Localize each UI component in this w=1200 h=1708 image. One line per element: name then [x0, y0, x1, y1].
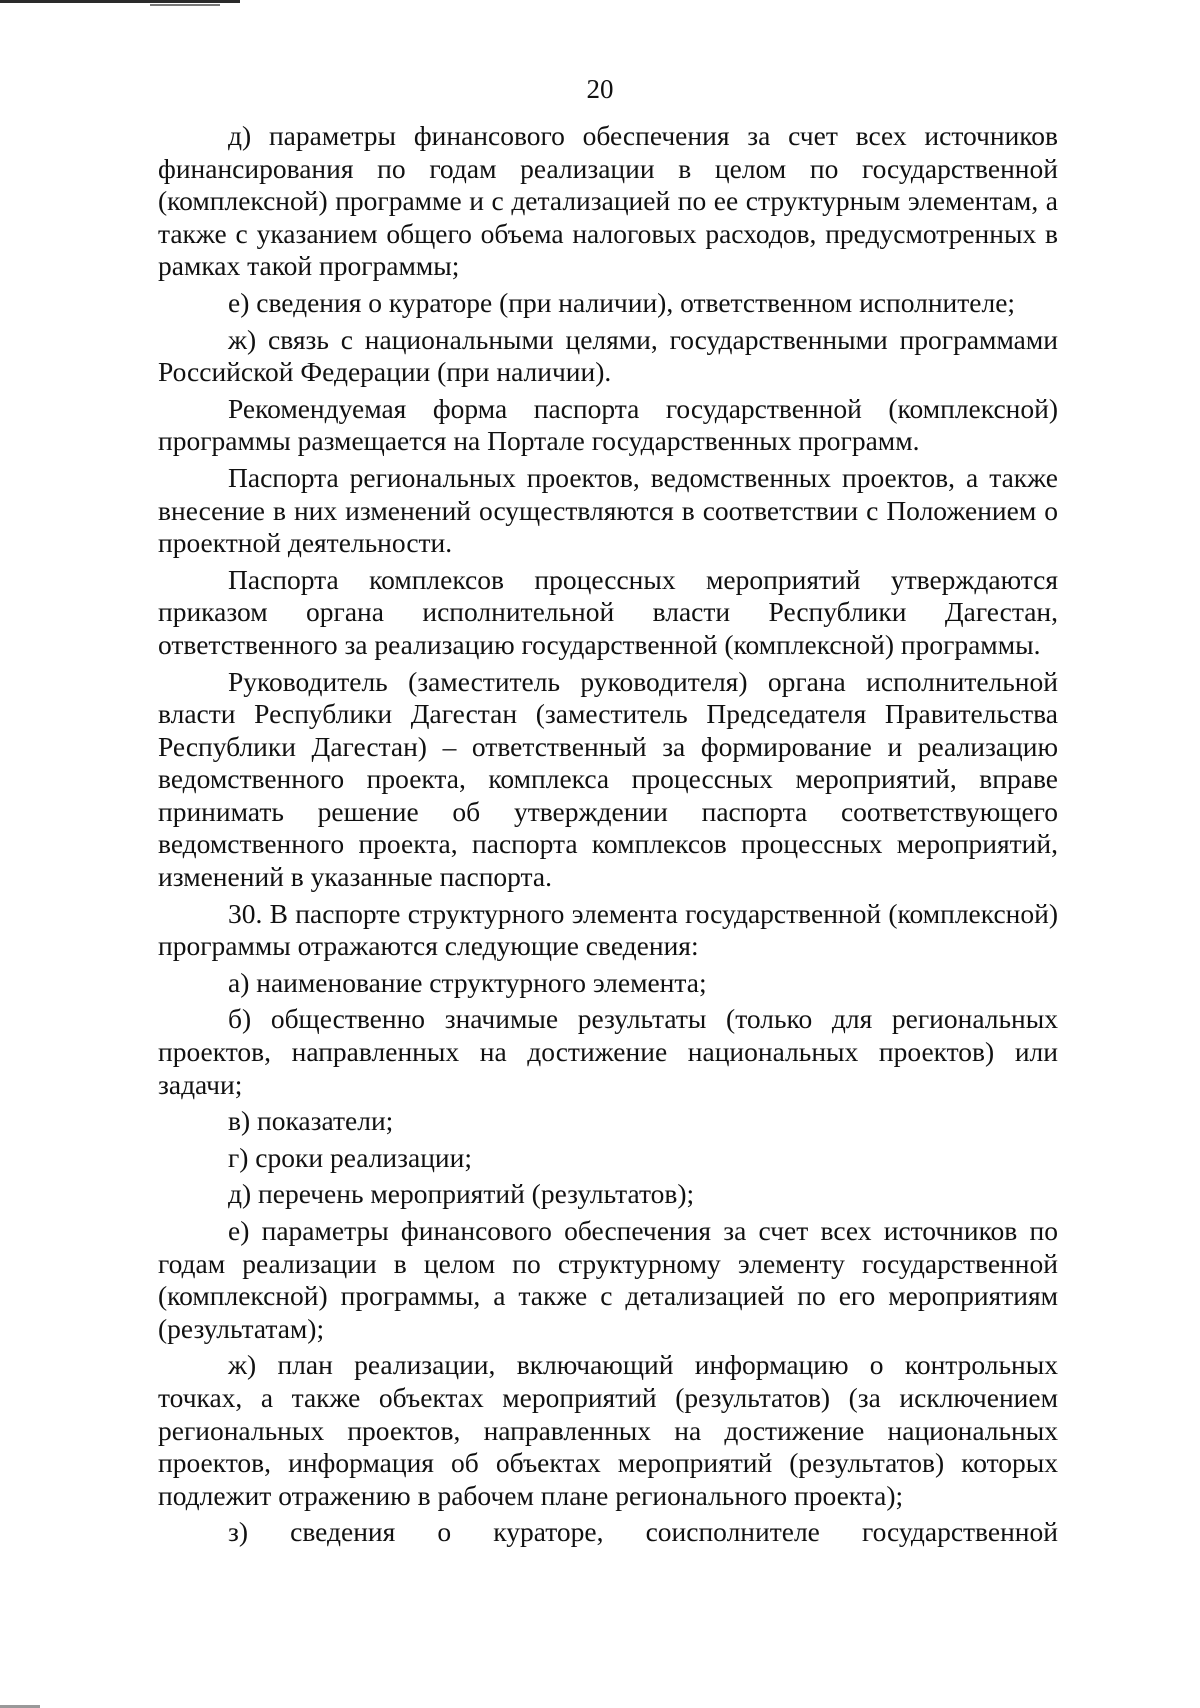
page-number: 20 [586, 74, 614, 104]
scan-edge-mark [150, 4, 220, 6]
paragraph: Рекомендуемая форма паспорта государственной (комплексной) программы размещается на Портале государственных программ. [158, 392, 1058, 457]
paragraph: а) наименование структурного элемента; [228, 966, 707, 998]
paragraph: Паспорта региональных проектов, ведомственных проектов, а также внесение в них изменений осуществляются в соответствии с Положением о проектной деятельности. [158, 461, 1058, 559]
paragraph: в) показатели; [228, 1105, 394, 1137]
paragraph: 30. В паспорте структурного элемента государственной (комплексной) программы отражаются следующие сведения: [158, 897, 1058, 962]
paragraph: г) сроки реализации; [228, 1141, 473, 1173]
paragraph: ж) связь с национальными целями, государственными программами Российской Федерации (при наличии). [158, 323, 1058, 388]
paragraph: Паспорта комплексов процессных мероприятий утверждаются приказом органа исполнительной власти Республики Дагестан, ответственного за реализацию государственной (комплексной) программы. [158, 563, 1058, 660]
document-body [158, 120, 1058, 1553]
paragraph: е) параметры финансового обеспечения за счет всех источников по годам реализации в целом по структурному элементу государственной (комплексной) программы, а также с детализацией по его мероприятиям (результатам); [158, 1215, 1058, 1344]
paragraph: д) параметры финансового обеспечения за счет всех источников финансирования по годам реализации в целом по государственной (комплексной) программе и с детализацией по ее структурным элементам, а также с указанием общего объема налоговых расходов, предусмотренных в рамках такой программы; [158, 120, 1058, 282]
paragraph: Руководитель (заместитель руководителя) органа исполнительной власти Республики Дагестан (заместитель Председателя Правительства Республики Дагестан) – ответственный за формирование и реализацию ведомственного проекта, комплекса процессных мероприятий, вправе принимать решение об утверждении паспорта соответствующего ведомственного проекта, паспорта комплексов процессных мероприятий, изменений в указанные паспорта. [158, 665, 1058, 893]
paragraph: з) сведения о кураторе, соисполнителе государственной [228, 1516, 1058, 1548]
paragraph: е) сведения о кураторе (при наличии), ответственном исполнителе; [228, 286, 1016, 318]
paragraph: ж) план реализации, включающий информацию о контрольных точках, а также объектах мероприятий (результатов) (за исключением региональных проектов, направленных на достижение национальных проектов, информация об объектах мероприятий (результатов) которых подлежит отражению в рабочем плане регионального проекта); [158, 1349, 1058, 1511]
paragraph: б) общественно значимые результаты (только для региональных проектов, направленных на достижение национальных проектов) или задачи; [158, 1003, 1058, 1100]
paragraph: д) перечень мероприятий (результатов); [228, 1178, 695, 1210]
scan-edge-mark [0, 0, 240, 3]
